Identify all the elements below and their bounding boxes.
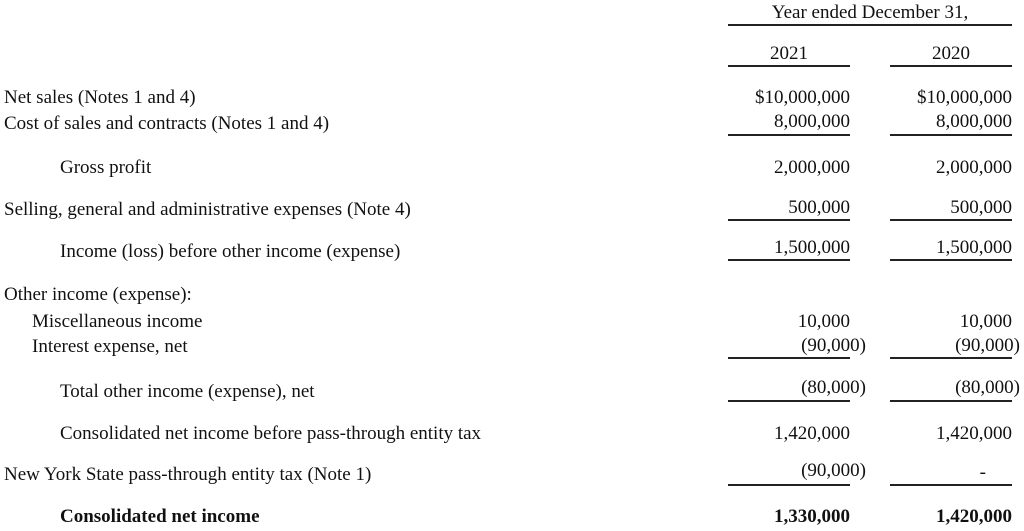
row-label-nys-pte-tax: New York State pass-through entity tax (Note 1) [4,464,372,485]
rule-cost-2020 [890,134,1012,136]
row-label-net-income: Consolidated net income [60,506,260,527]
cost-of-sales-2020: 8,000,000 [936,111,1012,132]
sga-2020: 500,000 [950,197,1012,218]
rule-total-other-2020 [890,400,1012,402]
row-label-cost-of-sales: Cost of sales and contracts (Notes 1 and 4) [4,113,330,134]
rule-income-2021 [728,259,850,261]
nys-pte-tax-2021: (90,000) [801,460,866,481]
total-other-2020: (80,000) [955,377,1020,398]
row-label-sga: Selling, general and administrative expenses (Note 4) [4,199,411,220]
rule-interest-2021 [728,357,850,359]
rule-interest-2020 [890,357,1012,359]
row-label-misc-income: Miscellaneous income [32,311,203,332]
income-before-tax-2020: 1,420,000 [936,423,1012,444]
gross-profit-2021: 2,000,000 [774,157,850,178]
rule-income-2020 [890,259,1012,261]
rule-cost-2021 [728,134,850,136]
rule-sga-2021 [728,219,850,221]
row-label-interest-expense: Interest expense, net [32,336,188,357]
cost-of-sales-2021: 8,000,000 [774,111,850,132]
period-header: Year ended December 31, [771,2,969,23]
net-income-2021: 1,330,000 [774,506,850,527]
year-header-2021: 2021 [770,43,808,64]
rule-sga-2020 [890,219,1012,221]
total-other-2021: (80,000) [801,377,866,398]
year-header-2020: 2020 [932,43,970,64]
rule-tax-2021 [728,484,850,486]
row-label-gross-profit: Gross profit [60,157,152,178]
header-rule [728,24,1012,26]
income-before-other-2020: 1,500,000 [936,237,1012,258]
gross-profit-2020: 2,000,000 [936,157,1012,178]
row-label-net-sales: Net sales (Notes 1 and 4) [4,87,196,108]
year-rule-2020 [890,65,1012,67]
row-label-income-before-tax: Consolidated net income before pass-through entity tax [60,423,482,444]
rule-tax-2020 [890,484,1012,486]
misc-income-2021: 10,000 [797,311,850,332]
year-rule-2021 [728,65,850,67]
interest-expense-2021: (90,000) [801,335,866,356]
row-label-income-before-other: Income (loss) before other income (expense) [60,241,401,262]
income-before-other-2021: 1,500,000 [774,237,850,258]
net-income-2020: 1,420,000 [936,506,1012,527]
misc-income-2020: 10,000 [959,311,1012,332]
row-label-total-other: Total other income (expense), net [60,381,315,402]
row-label-other-income-header: Other income (expense): [4,284,192,305]
sga-2021: 500,000 [788,197,850,218]
rule-total-other-2021 [728,400,850,402]
nys-pte-tax-2020: - [979,462,986,483]
interest-expense-2020: (90,000) [955,335,1020,356]
income-before-tax-2021: 1,420,000 [774,423,850,444]
net-sales-2020: $10,000,000 [917,87,1012,108]
net-sales-2021: $10,000,000 [755,87,850,108]
